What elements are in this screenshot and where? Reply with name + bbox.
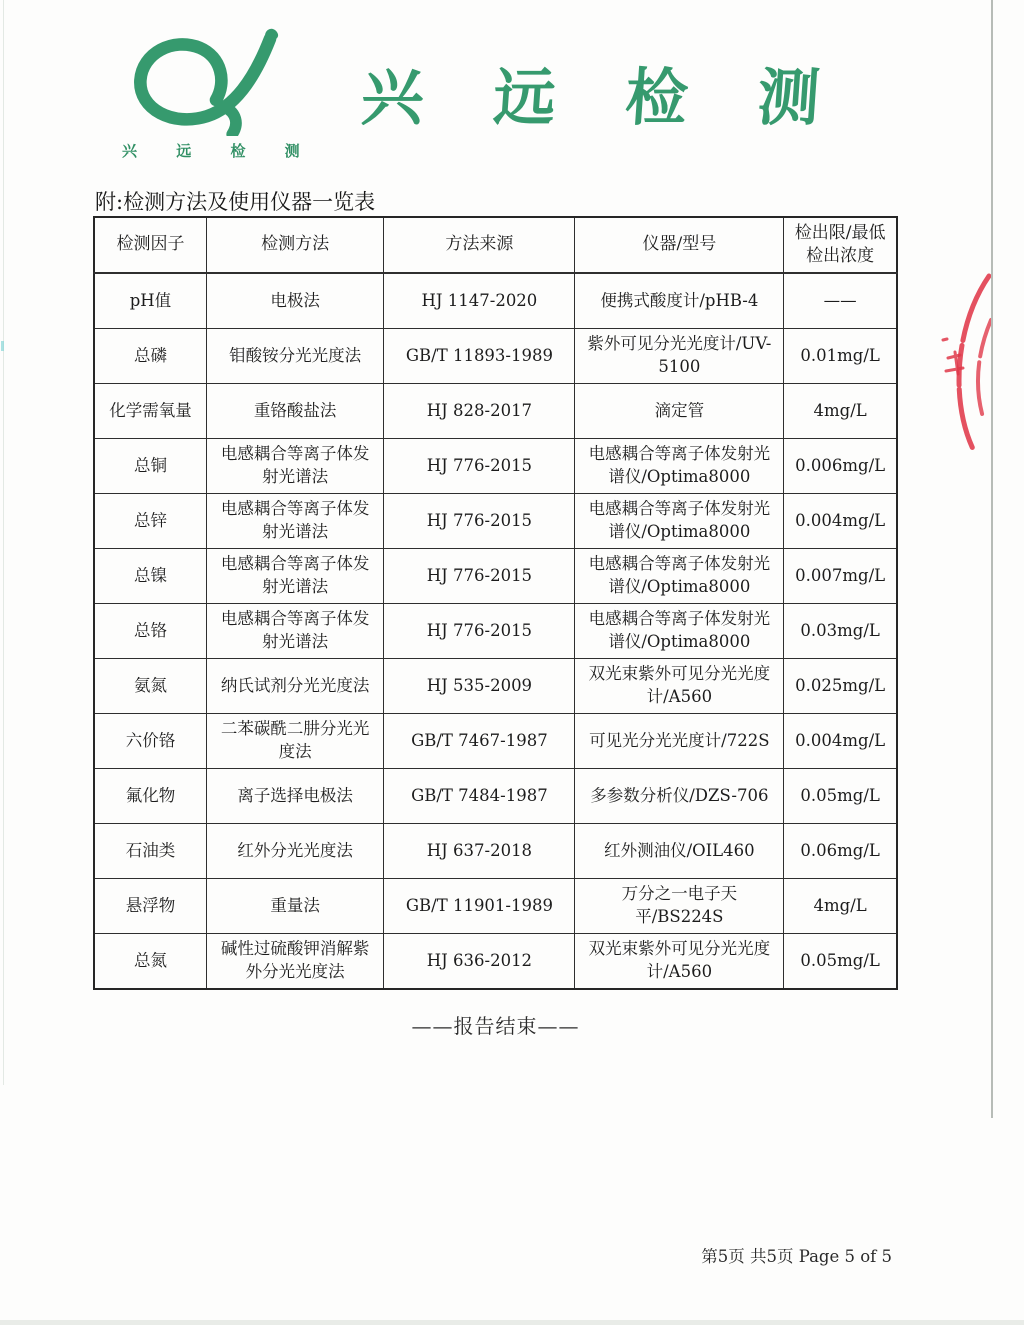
table-row [94,769,897,824]
cell-method: 电感耦合等离子体发射光谱法 [206,604,383,659]
brand-logo [112,28,322,161]
table-row [94,439,897,494]
cell-instrument: 电感耦合等离子体发射光谱仪/Optima8000 [575,494,784,549]
cell-method: 重铬酸盐法 [206,384,383,439]
cell-factor: 氟化物 [94,769,206,824]
cell-instrument: 多参数分析仪/DZS-706 [575,769,784,824]
cell-factor: 六价铬 [94,714,206,769]
cell-instrument: 滴定管 [575,384,784,439]
cell-instrument: 双光束紫外可见分光光度计/A560 [575,659,784,714]
column-header: 检出限/最低检出浓度 [784,217,897,273]
cell-source: HJ 776-2015 [384,439,575,494]
brand-logo-caption: 兴 远 检 测 [122,142,317,160]
table-row [94,549,897,604]
column-header: 检测因子 [94,217,206,273]
cell-instrument: 便携式酸度计/pHB-4 [575,273,784,329]
cell-limit: 0.05mg/L [784,769,897,824]
cell-instrument: 红外测油仪/OIL460 [575,824,784,879]
cell-source: HJ 776-2015 [384,604,575,659]
cell-method: 离子选择电极法 [206,769,383,824]
cell-limit: 4mg/L [784,879,897,934]
cell-source: HJ 636-2012 [384,934,575,990]
cell-method: 电极法 [206,273,383,329]
cell-limit: 0.004mg/L [784,714,897,769]
brand-title: 兴远检测 [359,61,893,134]
cell-factor: 石油类 [94,824,206,879]
cell-factor: 总铜 [94,439,206,494]
cell-factor: 总磷 [94,329,206,384]
attachment-title: 附:检测方法及使用仪器一览表 [95,186,375,218]
red-stamp-icon [933,268,997,476]
cell-method: 纳氏试剂分光光度法 [206,659,383,714]
cell-source: GB/T 11893-1989 [384,329,575,384]
cell-limit: 0.06mg/L [784,824,897,879]
cell-limit: 0.05mg/L [784,934,897,990]
cell-limit: —— [784,273,897,329]
table-row [94,273,897,329]
cell-limit: 0.004mg/L [784,494,897,549]
table-row [94,824,897,879]
cell-method: 钼酸铵分光光度法 [206,329,383,384]
cell-method: 红外分光光度法 [206,824,383,879]
cell-instrument: 电感耦合等离子体发射光谱仪/Optima8000 [575,604,784,659]
cell-instrument: 万分之一电子天平/BS224S [575,879,784,934]
cell-instrument: 双光束紫外可见分光光度计/A560 [575,934,784,990]
methods-table [93,216,898,990]
scan-edge-line-right [991,0,993,1118]
cell-limit: 0.025mg/L [784,659,897,714]
cell-limit: 0.006mg/L [784,439,897,494]
table-row [94,494,897,549]
cell-limit: 4mg/L [784,384,897,439]
cell-limit: 0.01mg/L [784,329,897,384]
table-row [94,714,897,769]
table-row [94,934,897,990]
table-row [94,879,897,934]
cell-source: HJ 1147-2020 [384,273,575,329]
column-header: 方法来源 [384,217,575,273]
cell-method: 二苯碳酰二肼分光光度法 [206,714,383,769]
table-header-row [94,217,897,273]
cell-method: 碱性过硫酸钾消解紫外分光光度法 [206,934,383,990]
cell-factor: 总锌 [94,494,206,549]
cell-factor: 氨氮 [94,659,206,714]
cell-limit: 0.007mg/L [784,549,897,604]
cell-source: HJ 535-2009 [384,659,575,714]
cell-instrument: 电感耦合等离子体发射光谱仪/Optima8000 [575,549,784,604]
cell-factor: 化学需氧量 [94,384,206,439]
cell-source: HJ 637-2018 [384,824,575,879]
cell-factor: 悬浮物 [94,879,206,934]
cell-method: 电感耦合等离子体发射光谱法 [206,549,383,604]
table-row [94,384,897,439]
cell-factor: 总铬 [94,604,206,659]
page-number: 第5页 共5页 Page 5 of 5 [701,1247,892,1266]
cell-limit: 0.03mg/L [784,604,897,659]
cell-source: GB/T 11901-1989 [384,879,575,934]
table-row [94,329,897,384]
table-row [94,604,897,659]
cell-factor: 总镍 [94,549,206,604]
cell-source: GB/T 7484-1987 [384,769,575,824]
cell-method: 电感耦合等离子体发射光谱法 [206,494,383,549]
scan-edge-line-left [3,0,4,1085]
column-header: 仪器/型号 [575,217,784,273]
cell-factor: pH值 [94,273,206,329]
alpha-logo-icon [112,28,302,136]
column-header: 检测方法 [206,217,383,273]
table-row [94,659,897,714]
cell-source: GB/T 7467-1987 [384,714,575,769]
cell-instrument: 紫外可见分光光度计/UV-5100 [575,329,784,384]
cell-instrument: 可见光分光光度计/722S [575,714,784,769]
scan-edge-tick [1,341,4,351]
cell-source: HJ 776-2015 [384,549,575,604]
cell-instrument: 电感耦合等离子体发射光谱仪/Optima8000 [575,439,784,494]
cell-method: 电感耦合等离子体发射光谱法 [206,439,383,494]
cell-method: 重量法 [206,879,383,934]
cell-source: HJ 776-2015 [384,494,575,549]
end-of-report-note: ——报告结束—— [411,1014,580,1038]
scan-bottom-strip [0,1320,1024,1325]
cell-source: HJ 828-2017 [384,384,575,439]
cell-factor: 总氮 [94,934,206,990]
